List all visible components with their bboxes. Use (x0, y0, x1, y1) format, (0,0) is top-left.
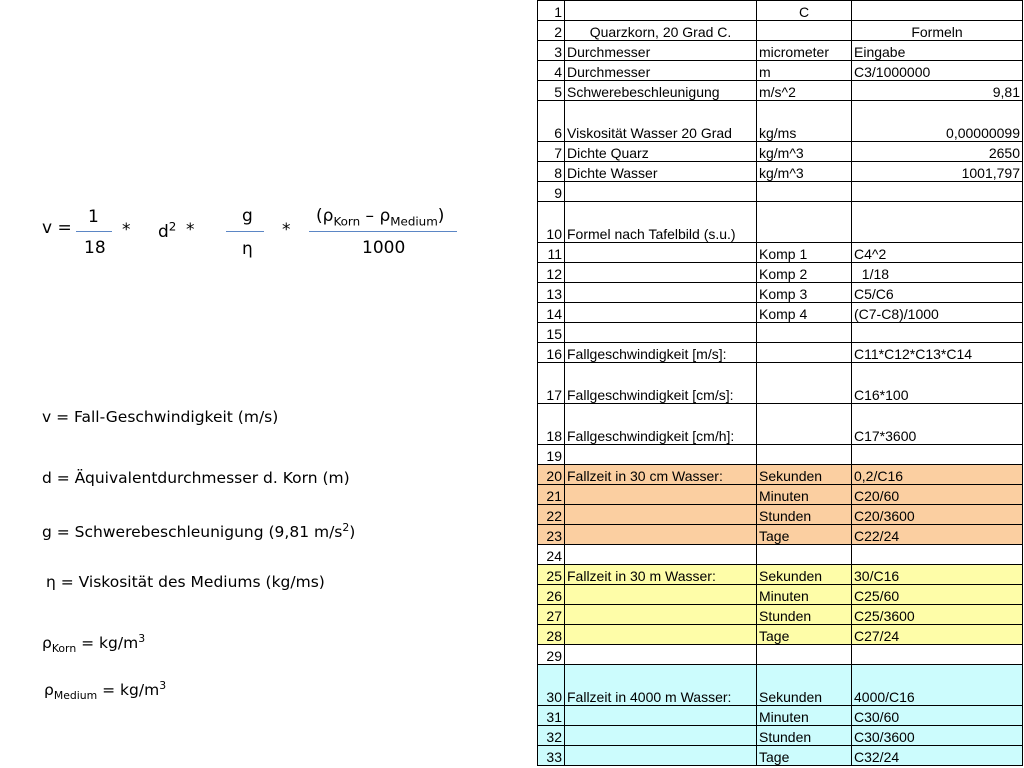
row-number[interactable]: 27 (538, 605, 565, 625)
cell-unit[interactable]: Komp 1 (757, 243, 852, 263)
legend-rho-medium: $\rho_{Medium} = kg/m^3$ (44, 678, 167, 703)
frac1-line (76, 231, 112, 232)
row-number[interactable]: 9 (538, 182, 565, 202)
table-row (538, 726, 1023, 746)
row-number[interactable]: 11 (538, 243, 565, 263)
cell-description[interactable]: Viskosität Wasser 20 Grad (565, 101, 757, 142)
cell-unit[interactable]: Sekunden (757, 465, 852, 485)
row-number[interactable]: 4 (538, 61, 565, 81)
row-number[interactable]: 30 (538, 665, 565, 706)
frac3-numerator: $(\rho_{Korn} - \rho_{Medium})$ (316, 206, 445, 229)
cell-description[interactable] (565, 625, 757, 645)
row-number[interactable]: 8 (538, 162, 565, 182)
cell-description[interactable] (565, 243, 757, 263)
cell-formula[interactable]: C16*100 (852, 363, 1023, 404)
cell-description[interactable] (565, 485, 757, 505)
table-row (538, 565, 1023, 585)
cell-description[interactable] (565, 283, 757, 303)
cell-formula[interactable]: C3/1000000 (852, 61, 1023, 81)
cell-unit[interactable]: Komp 3 (757, 283, 852, 303)
cell-formula[interactable]: (C7-C8)/1000 (852, 303, 1023, 323)
cell-formula[interactable] (852, 323, 1023, 343)
row-number[interactable]: 6 (538, 101, 565, 142)
cell-formula[interactable]: C32/24 (852, 746, 1023, 766)
row-number[interactable]: 7 (538, 142, 565, 162)
table-row (538, 746, 1023, 766)
cell-unit[interactable] (757, 545, 852, 565)
cell-description[interactable] (565, 182, 757, 202)
cell-description[interactable] (565, 545, 757, 565)
cell-unit[interactable]: C (757, 1, 852, 21)
table-row (538, 303, 1023, 323)
cell-formula[interactable]: 0,2/C16 (852, 465, 1023, 485)
table-row (538, 445, 1023, 465)
row-number[interactable]: 23 (538, 525, 565, 545)
cell-formula[interactable] (852, 545, 1023, 565)
frac1-numerator: 1 (88, 207, 99, 227)
table-row (538, 1, 1023, 21)
legend-eta: η = Viskosität des Mediums (kg/ms) (46, 573, 325, 591)
cell-description[interactable]: Fallzeit in 30 m Wasser: (565, 565, 757, 585)
cell-formula[interactable]: C30/60 (852, 706, 1023, 726)
cell-unit[interactable] (757, 445, 852, 465)
table-row (538, 645, 1023, 665)
cell-unit[interactable]: Tage (757, 625, 852, 645)
cell-formula[interactable]: C25/60 (852, 585, 1023, 605)
table-row (538, 323, 1023, 343)
row-number[interactable]: 13 (538, 283, 565, 303)
spreadsheet-table (537, 0, 1023, 766)
cell-unit[interactable] (757, 323, 852, 343)
cell-unit[interactable]: Sekunden (757, 565, 852, 585)
cell-formula[interactable]: 0,00000099 (852, 101, 1023, 142)
table-row (538, 525, 1023, 545)
cell-unit[interactable]: Komp 2 (757, 263, 852, 283)
cell-description[interactable]: Durchmesser (565, 61, 757, 81)
row-number[interactable]: 10 (538, 202, 565, 243)
times-sign-2: * (186, 220, 195, 240)
table-row (538, 101, 1023, 142)
cell-formula[interactable]: 1/18 (852, 263, 1023, 283)
row-number[interactable]: 20 (538, 465, 565, 485)
cell-description[interactable]: Quarzkorn, 20 Grad C. (565, 21, 757, 41)
cell-unit[interactable] (757, 182, 852, 202)
legend-v: v = Fall-Geschwindigkeit (m/s) (42, 408, 279, 426)
cell-unit[interactable]: Stunden (757, 505, 852, 525)
cell-description[interactable] (565, 525, 757, 545)
cell-description[interactable] (565, 323, 757, 343)
cell-unit[interactable]: Sekunden (757, 665, 852, 706)
table-row (538, 404, 1023, 445)
cell-formula[interactable] (852, 645, 1023, 665)
table-row (538, 363, 1023, 404)
cell-unit[interactable]: Stunden (757, 726, 852, 746)
row-number[interactable]: 18 (538, 404, 565, 445)
table-row (538, 283, 1023, 303)
table-row (538, 243, 1023, 263)
cell-description[interactable]: Fallzeit in 30 cm Wasser: (565, 465, 757, 485)
row-number[interactable]: 2 (538, 21, 565, 41)
cell-unit[interactable]: Stunden (757, 605, 852, 625)
cell-description[interactable]: Dichte Quarz (565, 142, 757, 162)
frac1-denominator: 18 (84, 238, 106, 258)
cell-description[interactable] (565, 1, 757, 21)
cell-description[interactable] (565, 263, 757, 283)
frac2-numerator: g (242, 206, 253, 226)
row-number[interactable]: 14 (538, 303, 565, 323)
row-number[interactable]: 25 (538, 565, 565, 585)
row-number[interactable]: 12 (538, 263, 565, 283)
row-number[interactable]: 1 (538, 1, 565, 21)
cell-formula[interactable]: C22/24 (852, 525, 1023, 545)
cell-unit[interactable]: Komp 4 (757, 303, 852, 323)
row-number[interactable]: 24 (538, 545, 565, 565)
table-row (538, 81, 1023, 101)
cell-unit[interactable] (757, 202, 852, 243)
cell-description[interactable]: Formel nach Tafelbild (s.u.) (565, 202, 757, 243)
cell-formula[interactable]: 1001,797 (852, 162, 1023, 182)
cell-description[interactable] (565, 706, 757, 726)
cell-formula[interactable]: C17*3600 (852, 404, 1023, 445)
table-row (538, 182, 1023, 202)
table-row (538, 61, 1023, 81)
table-row (538, 585, 1023, 605)
cell-unit[interactable]: Tage (757, 746, 852, 766)
cell-formula[interactable]: 4000/C16 (852, 665, 1023, 706)
formula-lhs: v = (42, 218, 72, 238)
legend-d: d = Äquivalentdurchmesser d. Korn (m) (42, 469, 350, 487)
row-number[interactable]: 19 (538, 445, 565, 465)
cell-description[interactable]: Fallzeit in 4000 m Wasser: (565, 665, 757, 706)
table-row (538, 605, 1023, 625)
row-number[interactable]: 22 (538, 505, 565, 525)
cell-description[interactable] (565, 645, 757, 665)
table-row (538, 21, 1023, 41)
cell-formula[interactable] (852, 202, 1023, 243)
frac3-denominator: 1000 (362, 238, 406, 258)
cell-formula[interactable]: Eingabe (852, 41, 1023, 61)
cell-formula[interactable]: C5/C6 (852, 283, 1023, 303)
row-number[interactable]: 29 (538, 645, 565, 665)
cell-description[interactable]: Fallgeschwindigkeit [m/s]: (565, 343, 757, 363)
cell-description[interactable]: Durchmesser (565, 41, 757, 61)
row-number[interactable]: 17 (538, 363, 565, 404)
frac2-denominator: η (242, 239, 253, 259)
row-number[interactable]: 5 (538, 81, 565, 101)
cell-description[interactable] (565, 585, 757, 605)
cell-formula[interactable]: C11*C12*C13*C14 (852, 343, 1023, 363)
cell-unit[interactable]: Minuten (757, 706, 852, 726)
legend-g: g = Schwerebeschleunigung (9,81 $m/s^2$) (42, 520, 356, 541)
table-row (538, 41, 1023, 61)
table-row (538, 465, 1023, 485)
cell-formula[interactable]: C25/3600 (852, 605, 1023, 625)
table-row (538, 263, 1023, 283)
cell-formula[interactable]: C20/60 (852, 485, 1023, 505)
cell-description[interactable] (565, 605, 757, 625)
d-squared: $d^2$ (158, 219, 177, 242)
cell-unit[interactable]: kg/ms (757, 101, 852, 142)
cell-formula[interactable]: C20/3600 (852, 505, 1023, 525)
table-row (538, 505, 1023, 525)
row-number[interactable]: 21 (538, 485, 565, 505)
row-number[interactable]: 26 (538, 585, 565, 605)
cell-description[interactable] (565, 303, 757, 323)
spreadsheet-body (538, 1, 1023, 766)
table-row (538, 706, 1023, 726)
cell-formula[interactable]: C27/24 (852, 625, 1023, 645)
cell-unit[interactable]: micrometer (757, 41, 852, 61)
table-row (538, 485, 1023, 505)
times-sign-3: * (282, 220, 291, 240)
cell-unit[interactable]: kg/m^3 (757, 142, 852, 162)
cell-unit[interactable] (757, 21, 852, 41)
cell-unit[interactable] (757, 404, 852, 445)
cell-unit[interactable] (757, 343, 852, 363)
cell-unit[interactable]: kg/m^3 (757, 162, 852, 182)
stokes-formula (0, 0, 520, 300)
cell-description[interactable]: Dichte Wasser (565, 162, 757, 182)
cell-description[interactable]: Fallgeschwindigkeit [cm/s]: (565, 363, 757, 404)
table-row (538, 665, 1023, 706)
cell-description[interactable] (565, 726, 757, 746)
frac3-line (309, 231, 457, 232)
cell-formula[interactable]: C30/3600 (852, 726, 1023, 746)
cell-unit[interactable]: Minuten (757, 485, 852, 505)
row-number[interactable]: 15 (538, 323, 565, 343)
table-row (538, 202, 1023, 243)
cell-unit[interactable]: m (757, 61, 852, 81)
cell-unit[interactable] (757, 645, 852, 665)
cell-description[interactable] (565, 746, 757, 766)
table-row (538, 343, 1023, 363)
table-row (538, 162, 1023, 182)
row-number[interactable]: 33 (538, 746, 565, 766)
table-row (538, 142, 1023, 162)
row-number[interactable]: 31 (538, 706, 565, 726)
cell-formula[interactable]: C4^2 (852, 243, 1023, 263)
times-sign-1: * (122, 220, 131, 240)
table-row (538, 625, 1023, 645)
frac2-line (226, 231, 264, 232)
row-number[interactable]: 32 (538, 726, 565, 746)
cell-formula[interactable] (852, 182, 1023, 202)
cell-formula[interactable]: 9,81 (852, 81, 1023, 101)
cell-formula[interactable] (852, 1, 1023, 21)
cell-unit[interactable]: Minuten (757, 585, 852, 605)
table-row (538, 545, 1023, 565)
cell-formula[interactable]: 2650 (852, 142, 1023, 162)
cell-description[interactable]: Fallgeschwindigkeit [cm/h]: (565, 404, 757, 445)
cell-unit[interactable]: Tage (757, 525, 852, 545)
row-number[interactable]: 28 (538, 625, 565, 645)
cell-formula[interactable] (852, 445, 1023, 465)
cell-description[interactable]: Schwerebeschleunigung (565, 81, 757, 101)
row-number[interactable]: 3 (538, 41, 565, 61)
legend-rho-korn: $\rho_{Korn} = kg/m^3$ (42, 631, 146, 656)
cell-description[interactable] (565, 445, 757, 465)
cell-formula[interactable]: 30/C16 (852, 565, 1023, 585)
cell-formula[interactable]: Formeln (852, 21, 1023, 41)
row-number[interactable]: 16 (538, 343, 565, 363)
cell-unit[interactable] (757, 363, 852, 404)
cell-unit[interactable]: m/s^2 (757, 81, 852, 101)
cell-description[interactable] (565, 505, 757, 525)
